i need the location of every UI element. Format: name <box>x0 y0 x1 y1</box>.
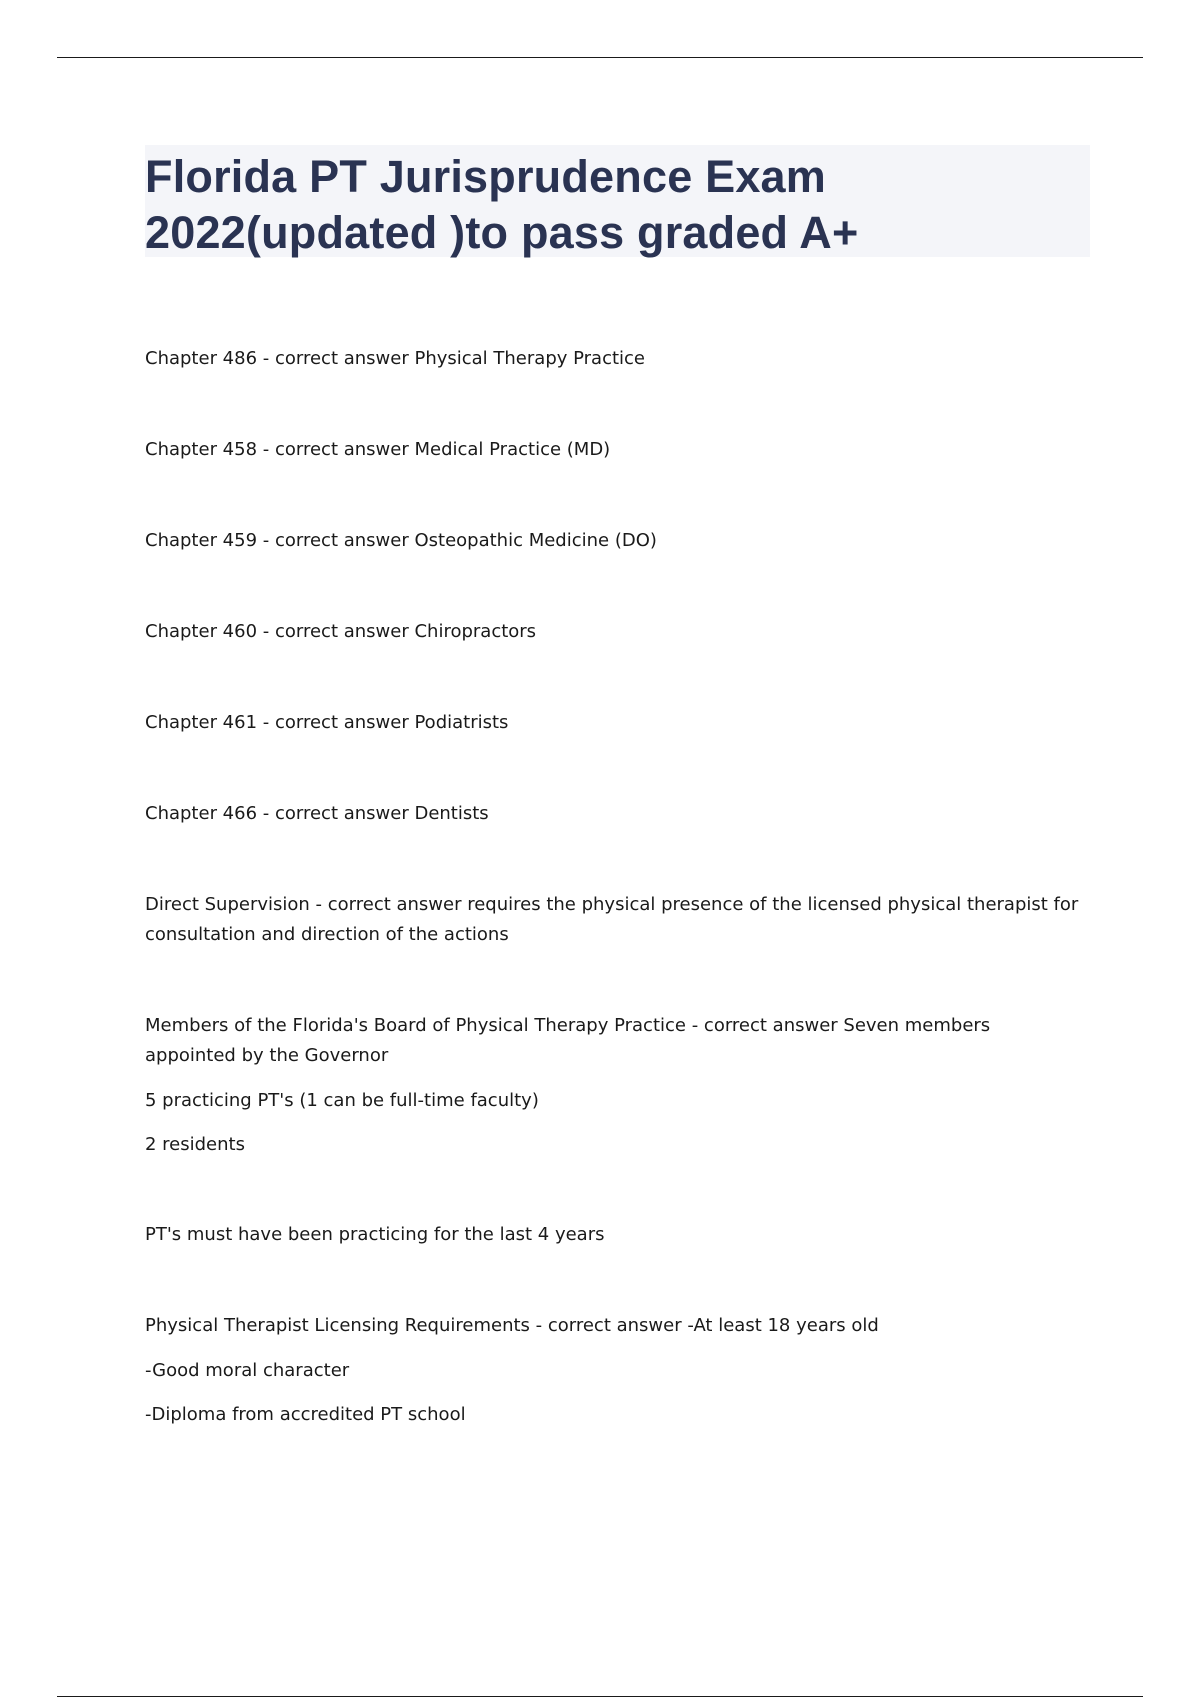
entry-text: Direct Supervision - correct answer requires the physical presence of the licensed physical therapist for consultation and direction of the actions <box>145 894 1079 945</box>
document-title <box>145 149 1090 261</box>
entry-text: Chapter 460 - correct answer Chiropractors <box>145 621 537 642</box>
title-banner <box>145 145 1090 257</box>
document-body <box>145 344 1085 1429</box>
qa-entry-licensing-requirements <box>145 1311 1085 1429</box>
qa-entry-chapter-486 <box>145 344 1085 374</box>
entry-text: Chapter 486 - correct answer Physical Therapy Practice <box>145 348 646 369</box>
qa-entry-chapter-460 <box>145 617 1085 647</box>
qa-entry-chapter-458 <box>145 435 1085 465</box>
qa-entry-board-members <box>145 1011 1085 1159</box>
title-line-2: 2022(updated )to pass graded A+ <box>145 207 859 258</box>
entry-subline: 2 residents <box>145 1134 245 1155</box>
entry-text: Chapter 466 - correct answer Dentists <box>145 803 489 824</box>
entry-subline: 5 practicing PT's (1 can be full-time faculty) <box>145 1090 539 1111</box>
entry-text: PT's must have been practicing for the last 4 years <box>145 1224 605 1245</box>
qa-entry-pt-practicing <box>145 1220 1085 1250</box>
entry-text: Physical Therapist Licensing Requirements - correct answer -At least 18 years old <box>145 1315 879 1336</box>
bottom-rule <box>57 1696 1143 1697</box>
qa-entry-chapter-466 <box>145 799 1085 829</box>
top-rule <box>57 57 1143 58</box>
entry-subline: -Good moral character <box>145 1360 350 1381</box>
entry-text: Chapter 458 - correct answer Medical Practice (MD) <box>145 439 611 460</box>
entry-text: Chapter 461 - correct answer Podiatrists <box>145 712 509 733</box>
qa-entry-chapter-459 <box>145 526 1085 556</box>
qa-entry-chapter-461 <box>145 708 1085 738</box>
entry-text: Members of the Florida's Board of Physical Therapy Practice - correct answer Seven members appointed by the Governor <box>145 1015 991 1066</box>
qa-entry-direct-supervision <box>145 890 1085 950</box>
entry-text: Chapter 459 - correct answer Osteopathic Medicine (DO) <box>145 530 657 551</box>
title-line-1: Florida PT Jurisprudence Exam <box>145 151 826 202</box>
entry-subline: -Diploma from accredited PT school <box>145 1404 466 1425</box>
